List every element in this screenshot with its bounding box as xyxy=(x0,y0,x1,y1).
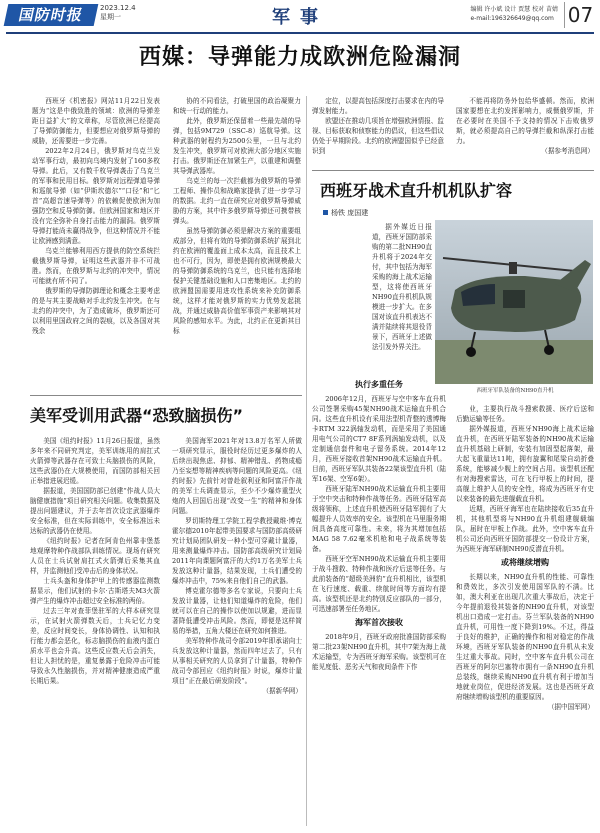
paragraph: 长期以来，NH90直升机的性能、可靠性和费效比，多次引发使用国军队的不满。比如，澳大利亚在出现几次重大事故后，决定于今年提前退役其装备的NH90直升机，对该型机出口造成一定打击。芬兰军队装备的NH90直升机，可用性一度下降到19%。不过，得益于良好的维护，正确的操作和相对稳定的作战环境，西班牙军队装备的NH90直升机从未发生过重大事故。同时，空中客车直升机公司在西班牙的阿尔巴塞特市拥有一条NH90直升机总装线，继续采购NH90直升机有利于增加当地就业岗位，促进经济发展。这也是西班牙政府继续增购该型机的重要原因。 xyxy=(456,573,594,701)
paragraph: 2006年12月，西班牙与空中客车直升机公司签署采购45架NH90战术运输直升机合同。这些直升机设有采用法型机背整的透博梅卡RTM 322涡轴发动机，而是采用了美国通用电气公司的CT7 8F系列涡轴发动机，以及定制通信套件和电子留务系统。2014年12月，西班牙接收首架NH90战术运输直升机。目前，西班牙军队共装备22架该型直升机（陆军16架、空军6架）。 xyxy=(312,395,446,483)
paragraph: 罗切斯特理工学院工程学教授戴维·博克霍尔德2010年起带美国要求与国防部高级研究计划局团队研发一种小型可穿戴计量器，用来测量爆炸冲击。国防部高级研究计划局2011年向课题阿富汗的大约1万名美军士兵发放这种计量器，结果发现，士兵们遭受的爆炸冲击中，75%来自他们自己的武器。 xyxy=(172,517,302,585)
paragraph: 此外，俄罗斯还保留着一些最先端的导弹，包括9M729（SSC-8）巡航导弹。这种武器的射程约为2500公里，一旦与北约发生冲突，俄罗斯可对欧洲大部分地区实施打击。俄罗斯还在加紧生产，以重建和调整其导弹武器库。 xyxy=(173,117,301,175)
editors-line: 编辑 许小斌 设计 贾慧 校对 苗婧 xyxy=(470,6,558,13)
paragraph: 欧盟还在推动几项旨在增强欧洲情报、监视、目标获取和侦察能力的倡议，但这些倡议仍处于早期阶段。北约的欧洲盟国似乎已经意识到 xyxy=(312,117,444,155)
page-number: 07 xyxy=(564,2,596,28)
date-line: 2023.12.4 xyxy=(100,4,136,12)
subheading-navy-first: 海军首次接收 xyxy=(355,618,403,627)
section-title: 军事 xyxy=(272,7,328,28)
paragraph: 博克霍尔德等多名专家说，只要向士兵发放计量器，让他们知道爆炸的危险，他们就可以在自己的操作以使加以规避，进而显著降低遭受冲击风险。然而，即便是这样简易的举措，五角大楼还在研究如何推进。 xyxy=(172,587,302,635)
email-line: e-mail:196326649@qq.com xyxy=(470,15,554,22)
paragraph: 据外媒近日报道，西班牙国防部采购的第二批NH90直升机将于2024年交付，其中包括为海军采购的海上战术运输型，这将使西班牙NH90直升机机队规模进一步扩大。在多国对该直升机表达不满并陆续将其退役背景下，西班牙上述做法引发外界关注。 xyxy=(372,223,432,351)
paragraph: 据外媒报道，西班牙NH90海上战术运输直升机，在西班牙陆军装备的NH90战术运输直升机基础上研制，安装有加固型起落架，最大起飞重量达11吨，拥有旋翼和尾梁自动折叠系统，能够减少舰上的空间占用。该型机还配有对海搜索雷达，可在飞行甲板上的时间，提高舰上维护人员的安全性，将成为西班牙有史以来装备的最先进舰载直升机。 xyxy=(456,425,594,503)
paragraph: 2022年2月24日，俄罗斯对乌克兰发动军事行动，最初向乌境内发射了160多枚导弹。此后，又有数千枚导弹袭击了乌克兰的军事和民用目标。俄罗斯对远程弹道导弹和巡航导弹（如“伊斯坎德尔”“口径”和“匕首”高超音速导弹等）的依赖促使欧洲为加强防空和反导弹防御。但欧洲国家和地区并没有完全弥补自身打击能力的漏洞。俄罗斯导弹打能尚未赢得战争，但这种情况并不能让欧洲感到满意。 xyxy=(32,147,160,245)
paragraph: 据报道，美国国防部已创建“作战人员大脑健康措施”项目研究相关问题。收集数据及提出问题建议，并于去年首次设定武器爆炸安全标准，但在实际训练中，安全标准远未达标的武器仍在使用。 xyxy=(30,487,160,535)
byline-authors: 杨铁 庞国建 xyxy=(331,209,369,217)
paragraph: 士兵头盔和身体护甲上的传感器监测数据显示，他们试射的卡尔·古斯塔夫M3火箭弹产生的爆炸冲击超过安全标准的两倍。 xyxy=(30,577,160,605)
subheading-continue-purchase: 或将继续增购 xyxy=(501,558,549,567)
paragraph: 西班牙《机密报》网站11月22日发表题为“这是中俄致胜的领域：欧洲的导弹差距日益扩大”的文章称，尽管欧洲已经提高了导弹防御能力，但要想应对俄罗斯导弹的威胁，还需要进一步完善。 xyxy=(32,97,160,145)
paragraph: 俄罗斯的导弹防御理论和概念主要考虑的是与其主要战略对手北约发生冲突。在与北约的冲突中，为了造成破坏，俄罗斯还可以利用里国政府之间的裂痕，以及各国对其残余 xyxy=(32,287,160,335)
masthead xyxy=(0,0,600,34)
paragraph: 美国《纽约时报》11月26日报道，虽然多年来不同研究判定，美军训练用的肩扛式火箭弹等武器存在可致士兵脑损伤的风险，这些武器仍在大规模使用，而国防部相关回正举措进展迟缓。 xyxy=(30,437,160,485)
spain-col-2 xyxy=(456,404,594,826)
byline-square-icon xyxy=(323,210,328,215)
paragraph: 业，主要执行战斗搜索救援、医疗后送和后勤运输等任务。 xyxy=(456,405,594,423)
masthead-rule xyxy=(6,32,594,34)
editor-credits xyxy=(470,5,558,23)
main-headline: 西媒：导弹能力成欧洲危险漏洞 xyxy=(138,45,461,70)
main-article-col-1 xyxy=(32,96,160,392)
paragraph: 近期，西班牙海军也在陆续接收后35直升机，其他机型将与NH90直升机组建舰载编队，届时在甲板上作战。此外，空中客车直升机公司还向西班牙国防部提交一份设计方案，为西班牙海军研制NH90反潜直升机。 xyxy=(456,505,594,553)
paragraph: 《纽约时报》记者在阿肯色州靠非堡基地观摩特种作战部队训练情况。现场有研究人员在士兵试射肩扛式火箭弹后采集其血样，并监测他们受冲击后的身体状况。 xyxy=(30,537,160,575)
us-article-col-2 xyxy=(172,436,302,826)
main-article-col-3 xyxy=(312,96,444,168)
spain-col-1 xyxy=(312,376,446,826)
paragraph: 西班牙陆军NH90战术运输直升机主要用于空中突击和特种作战等任务。西班牙陆军高级将领称，上述直升机使西班牙陆军拥有了大幅提升人员效率的安全。该型机在马里服务期间具备高度可靠性。未来，将为其增加包括MAG 58 7.62毫米机枪和电子战系统等装备。 xyxy=(312,485,446,553)
helicopter-photo xyxy=(435,220,593,384)
source-note: （据中国军网） xyxy=(547,703,594,711)
paragraph: 协的不同看法，打破里国的政治凝聚力和统一行动的能力。 xyxy=(173,97,301,115)
paragraph: 不能再将防务外包给华盛顿。然而，欧洲国家要想在北约发挥影响力，威慑俄罗斯，并在必要时在美国不予支持的情况下击败俄罗斯，就必须提高自己的导弹拦截和纵深打击能力。 xyxy=(456,97,594,145)
paragraph: 乌克兰能够利用西方提供的防空系统拦截俄罗斯导弹，证明这些武器并非不可战胜。然而，在俄罗斯与北约的冲突中，情况可能就有所不同了。 xyxy=(32,247,160,285)
photo-caption: 西班牙军队装备的NH90直升机 xyxy=(476,388,554,394)
paragraph: 乌克兰的每一次拦截都为俄罗斯的导弹工程师、操作员和战略家提供了进一步学习的数据。北约一直在研究应对俄罗斯导弹威胁的方案，其中许多俄罗斯导弹还可携带核弹头。 xyxy=(173,177,301,225)
us-article-col-1 xyxy=(30,436,160,826)
paragraph: 虽然导弹防御必须是解决方案的重要组成部分，但将有效的导弹防御系统扩展到北约在欧洲的覆盖面上成本太高，而且技术上也不可行，因为，即使是拥有欧洲规模最大的导弹防御系统的乌克兰，也只能有选择地保护关键基础设施和人口密集地区。北约的欧洲盟国需要用进攻性系统来补充防御系统，这样才能对俄罗斯的实力优势发起挑战，并通过威胁高价值军事资产来影响其对风险的感知水平。为此，北约正在更新其目标 xyxy=(173,227,301,335)
source-note: （据新华网） xyxy=(262,687,302,695)
paragraph: 2018年9月，西班牙政府批准国防部采购第二批23架NH90直升机，其中7架为海上战术运输型，专为西班牙海军采购。该型机可在能见度低、恶劣天气和夜间条件下作 xyxy=(312,633,446,671)
paragraph: 过去三年对查菲堡驻军的大样本研究显示，在试射火箭弹数天后，士兵记忆力变差，反应时间变长，身体协调性、认知和执行能力都会恶化，标志脑损伤的血液内蛋白质水平也会升高。这些反应数天后会消失，但让人担忧的是，重复暴露于危险冲击可能导致永久性脑损伤，并对精神健康造成严重长期后果。 xyxy=(30,607,160,685)
newspaper-logo: 国防时报 xyxy=(4,4,99,26)
spain-intro xyxy=(372,222,432,372)
byline xyxy=(323,208,368,218)
weekday-line: 星期一 xyxy=(100,13,121,21)
subheading-multiple-tasks: 执行多重任务 xyxy=(355,380,403,389)
paragraph: 定位，以提高包括深度打击要求在内的导弹发射能力。 xyxy=(312,97,444,115)
section-divider xyxy=(312,170,594,171)
paragraph: 美军特种作战司令部2019年即承诺向士兵发放这种计量器，然而四年过去了，只有从事相关研究的人员拿到了计量器，特种作战司令部回应《纽约时报》时说，爆炸计量项目“正在最后研发阶段”。 xyxy=(172,637,302,685)
paragraph: 美国海军2021年对13.8万名军人所做一项研究显示，服役时经历过更多爆炸的人后续出现焦虑、抑郁、精神错乱、药物成瘾乃至妄想等精神疾病等问题的风险更高。《纽约时报》先前针对曾赴叙利亚和阿富汗作战的美军士兵调查显示，至少不少爆炸重型火炮的人回国后出现“改变一生”的精神和身体问题。 xyxy=(172,437,302,515)
paragraph: 西班牙空军NH90战术运输直升机主要用于战斗搜救、特种作战和医疗后送等任务。与此前装备的“超级美洲豹”直升机相比，该型机在飞行速度、载重、续航时间等方面均有提高。该型机还是北约特别反应部队的一部分，可迅速部署至任务地区。 xyxy=(312,555,446,613)
main-article-col-4 xyxy=(456,96,594,168)
spain-article-headline: 西班牙战术直升机机队扩容 xyxy=(320,181,513,200)
helicopter-illustration xyxy=(435,220,593,384)
column-divider xyxy=(306,96,307,826)
source-note: （据参考消息网） xyxy=(541,147,594,155)
main-article-col-2 xyxy=(173,96,301,392)
us-article-headline: 美军受训用武器“恐致脑损伤” xyxy=(30,406,244,425)
section-divider xyxy=(30,395,302,396)
